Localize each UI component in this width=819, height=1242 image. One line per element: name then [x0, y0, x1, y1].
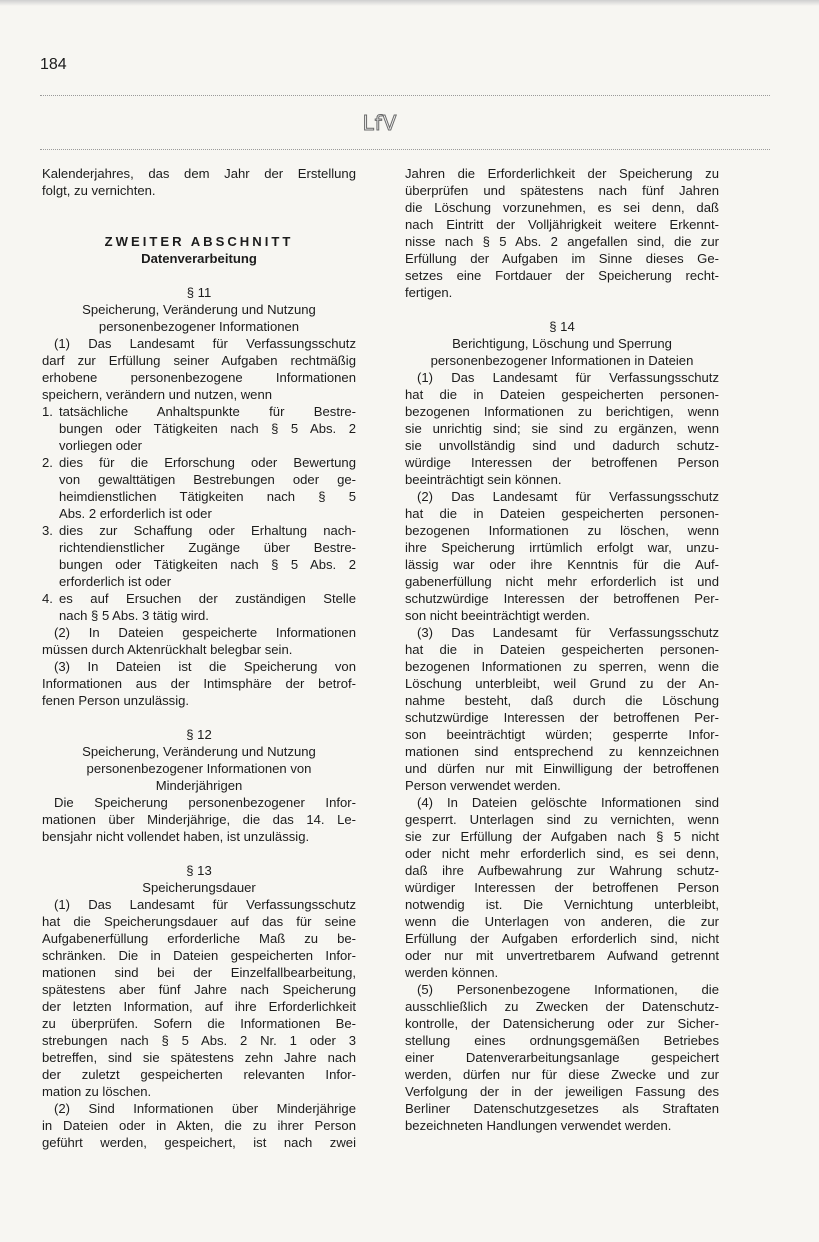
- list-item: [42, 454, 356, 471]
- text-line: [405, 1015, 719, 1032]
- line-text: geführt werden, gespeichert, ist nach zwei: [42, 1135, 356, 1150]
- paragraph-heading: [42, 743, 356, 760]
- line-text: son nicht beeinträchtigt werden.: [405, 608, 590, 623]
- line-text: Speicherungsdauer: [142, 880, 256, 895]
- paragraph-heading: [405, 335, 719, 352]
- line-text: nisse nach § 5 Abs. 2 angefallen sind, die zur: [405, 234, 719, 249]
- list-item: [42, 590, 356, 607]
- text-line: [42, 811, 356, 828]
- text-line: [405, 573, 719, 590]
- line-text: (4) In Dateien gelöschte Informationen sind: [417, 795, 719, 810]
- line-text: ZWEITER ABSCHNITT: [104, 234, 294, 249]
- line-text: notwendig ist. Die Vernichtung unterbleibt,: [405, 897, 719, 912]
- text-line: [42, 1032, 356, 1049]
- line-text: folgt, zu vernichten.: [42, 183, 156, 198]
- text-line: [42, 947, 356, 964]
- line-text: (1) Das Landesamt für Verfassungsschutz: [54, 897, 356, 912]
- text-line: [42, 675, 356, 692]
- text-line: [405, 284, 719, 301]
- text-line: [405, 505, 719, 522]
- line-text: überprüfen und spätestens nach fünf Jahren: [405, 183, 719, 198]
- line-text: schutzwürdige Interessen der betroffenen Per-: [405, 591, 719, 606]
- text-line: [405, 386, 719, 403]
- text-line: [42, 1117, 356, 1134]
- text-line: [42, 930, 356, 947]
- line-text: schutzwürdige Interessen der betroffenen Per-: [405, 710, 719, 725]
- line-text: § 12: [186, 727, 212, 742]
- line-text: Minderjährigen: [155, 778, 243, 793]
- line-text: schränken. Die in Dateien gespeicherten Infor-: [42, 948, 356, 963]
- line-text: bungen oder Tätigkeiten nach § 5 Abs. 2: [59, 421, 356, 436]
- line-text: die Löschung vorzunehmen, es sei denn, daß: [405, 200, 719, 215]
- line-text: bezogenen Informationen zu sperren, wenn die: [405, 659, 719, 674]
- line-text: werden können.: [405, 965, 499, 980]
- paragraph-heading: [405, 352, 719, 369]
- text-line: [405, 794, 719, 811]
- line-text: ausschließlich zu Zwecken der Datenschutz-: [405, 999, 719, 1014]
- text-line: [405, 1066, 719, 1083]
- text-line: [405, 913, 719, 930]
- text-line: [42, 624, 356, 641]
- text-line: [42, 794, 356, 811]
- text-line: [405, 1032, 719, 1049]
- line-text: nach § 5 Abs. 3 tätig wird.: [59, 608, 209, 623]
- text-line: [42, 437, 356, 454]
- text-line: [405, 879, 719, 896]
- text-line: [405, 267, 719, 284]
- line-text: wenn die Unterlagen von anderen, die zur: [405, 914, 719, 929]
- line-text: erhobene personenbezogene Informationen: [42, 370, 356, 385]
- left-column: [42, 165, 356, 1151]
- line-text: hat die in Dateien gespeicherten personen-: [405, 387, 719, 402]
- line-text: bezogenen Informationen zu berichtigen, wenn: [405, 404, 719, 419]
- page-number: 184: [40, 56, 67, 73]
- text-line: [405, 828, 719, 845]
- line-text: (1) Das Landesamt für Verfassungsschutz: [417, 370, 719, 385]
- line-text: (2) In Dateien gespeicherte Informationen: [54, 625, 356, 640]
- line-text: stellung eines ordnungsgemäßen Betriebes: [405, 1033, 719, 1048]
- paragraph-heading: [42, 301, 356, 318]
- line-text: strebungen nach § 5 Abs. 2 Nr. 1 oder 3: [42, 1033, 356, 1048]
- line-text: Abs. 2 erforderlich ist oder: [59, 506, 212, 521]
- line-text: lässig war oder ihre Kenntnis für die Auf-: [405, 557, 719, 572]
- text-line: [42, 369, 356, 386]
- text-line: [42, 896, 356, 913]
- line-text: Kalenderjahres, das dem Jahr der Erstellung: [42, 166, 356, 181]
- text-line: [405, 590, 719, 607]
- line-text: bezogenen Informationen zu löschen, wenn: [405, 523, 719, 538]
- text-line: [42, 607, 356, 624]
- line-text: Jahren die Erforderlichkeit der Speicherung zu: [405, 166, 719, 181]
- text-line: [42, 420, 356, 437]
- text-line: [42, 165, 356, 182]
- text-line: [42, 471, 356, 488]
- paragraph-heading: [42, 726, 356, 743]
- line-text: dies für die Erforschung oder Bewertung: [59, 455, 356, 470]
- text-line: [405, 811, 719, 828]
- line-text: darf zur Erfüllung seiner Aufgaben rechtmäßig: [42, 353, 356, 368]
- line-text: Erfüllung der Aufgaben erforderlich sind, nicht: [405, 931, 719, 946]
- line-text: beeinträchtigt sein können.: [405, 472, 562, 487]
- section-heading: [42, 233, 356, 250]
- line-text: ihre Speicherung irrtümlich erfolgt war, unzu-: [405, 540, 719, 555]
- line-text: Die Speicherung personenbezogener Infor-: [54, 795, 356, 810]
- text-line: [405, 896, 719, 913]
- text-line: [405, 998, 719, 1015]
- line-text: erforderlich ist oder: [59, 574, 172, 589]
- text-line: [405, 1117, 719, 1134]
- line-text: § 11: [186, 285, 212, 300]
- line-text: Datenverarbeitung: [141, 251, 257, 266]
- text-line: [405, 420, 719, 437]
- text-line: [405, 437, 719, 454]
- list-item: [42, 403, 356, 420]
- line-text: tatsächliche Anhaltspunkte für Bestre-: [59, 404, 356, 419]
- line-text: sie unvollständig sind und dadurch schutz-: [405, 438, 719, 453]
- text-line: [405, 947, 719, 964]
- line-text: vorliegen oder: [59, 438, 142, 453]
- text-line: [42, 964, 356, 981]
- line-text: nach Eintritt der Volljährigkeit weitere Erkennt-: [405, 217, 719, 232]
- text-line: [42, 981, 356, 998]
- text-line: [405, 403, 719, 420]
- line-text: würdiger Interessen der betroffenen Person: [405, 880, 719, 895]
- paragraph-heading: [42, 318, 356, 335]
- blank-line: [405, 301, 719, 318]
- text-line: [405, 539, 719, 556]
- blank-line: [42, 216, 356, 233]
- text-line: [405, 250, 719, 267]
- text-line: [42, 913, 356, 930]
- line-text: richtendienstlicher Zugänge über Bestre-: [59, 540, 356, 555]
- line-text: mation zu löschen.: [42, 1084, 152, 1099]
- line-text: Aufgabenerfüllung erforderliche Maß zu be-: [42, 931, 356, 946]
- line-text: Berichtigung, Löschung und Sperrung: [452, 336, 672, 351]
- line-text: nahme besteht, daß durch die Löschung: [405, 693, 719, 708]
- list-number: 4.: [42, 591, 53, 606]
- text-line: [42, 1049, 356, 1066]
- line-text: spätestens aber fünf Jahre nach Speicherung: [42, 982, 356, 997]
- line-text: (2) Sind Informationen über Minderjährige: [54, 1101, 356, 1116]
- line-text: sie zur Erfüllung der Aufgaben nach § 5 nicht: [405, 829, 719, 844]
- line-text: hat die in Dateien gespeicherten personen-: [405, 642, 719, 657]
- line-text: oder nur mit unvertretbarem Aufwand getrennt: [405, 948, 719, 963]
- text-line: [42, 556, 356, 573]
- blank-line: [42, 199, 356, 216]
- list-number: 1.: [42, 404, 53, 419]
- text-line: [405, 216, 719, 233]
- line-text: würdige Interessen der betroffenen Person: [405, 455, 719, 470]
- line-text: Erfüllung der Aufgaben im Sinne dieses Ge-: [405, 251, 719, 266]
- line-text: und dürfen nur mit Einwilligung der betroffenen: [405, 761, 719, 776]
- line-text: Verfolgung der in der jeweiligen Fassung des: [405, 1084, 719, 1099]
- line-text: es auf Ersuchen der zuständigen Stelle: [59, 591, 356, 606]
- paragraph-heading: [42, 777, 356, 794]
- paragraph-heading: [42, 760, 356, 777]
- text-line: [405, 369, 719, 386]
- blank-line: [42, 267, 356, 284]
- line-text: betreffen, sind sie spätestens zehn Jahre nach: [42, 1050, 356, 1065]
- line-text: Löschung unterbleibt, weil Grund zu der An-: [405, 676, 719, 691]
- list-number: 2.: [42, 455, 53, 470]
- line-text: müssen durch Aktenrückhalt belegbar sein.: [42, 642, 293, 657]
- text-line: [42, 828, 356, 845]
- text-line: [405, 624, 719, 641]
- text-line: [405, 981, 719, 998]
- line-text: Informationen aus der Intimsphäre der betrof-: [42, 676, 356, 691]
- text-line: [42, 658, 356, 675]
- text-line: [405, 930, 719, 947]
- text-line: [405, 471, 719, 488]
- text-line: [405, 641, 719, 658]
- line-text: bezeichneten Handlungen verwendet werden.: [405, 1118, 672, 1133]
- line-text: (2) Das Landesamt für Verfassungsschutz: [417, 489, 719, 504]
- line-text: kontrolle, der Datensicherung oder zur Sicher-: [405, 1016, 719, 1031]
- line-text: fenen Person unzulässig.: [42, 693, 190, 708]
- text-line: [42, 505, 356, 522]
- line-text: Person verwendet werden.: [405, 778, 561, 793]
- line-text: Speicherung, Veränderung und Nutzung: [82, 744, 316, 759]
- text-line: [42, 692, 356, 709]
- line-text: § 14: [549, 319, 575, 334]
- text-line: [405, 743, 719, 760]
- line-text: von gewalttätigen Bestrebungen oder ge-: [59, 472, 356, 487]
- text-line: [42, 1015, 356, 1032]
- line-text: hat die Speicherungsdauer auf das für seine: [42, 914, 356, 929]
- line-text: sie unrichtig sind; sie sind zu ergänzen, wenn: [405, 421, 719, 436]
- line-text: heimdienstlichen Tätigkeiten nach § 5: [59, 489, 356, 504]
- line-text: mationen über Minderjährige, die das 14. Le-: [42, 812, 356, 827]
- text-line: [405, 964, 719, 981]
- text-line: [42, 539, 356, 556]
- text-line: [405, 233, 719, 250]
- text-line: [405, 675, 719, 692]
- line-text: werden, dürfen nur für diese Zwecke und zur: [405, 1067, 719, 1082]
- line-text: son beeinträchtigt würden; gesperrte Infor-: [405, 727, 719, 742]
- text-line: [405, 454, 719, 471]
- text-line: [405, 182, 719, 199]
- line-text: personenbezogener Informationen in Dateien: [430, 353, 694, 368]
- text-line: [405, 165, 719, 182]
- line-text: der zuletzt gespeicherten relevanten Infor-: [42, 1067, 356, 1082]
- blank-line: [42, 845, 356, 862]
- line-text: daß ihre Aufbewahrung zur Wahrung schutz-: [405, 863, 719, 878]
- text-line: [405, 692, 719, 709]
- line-text: in Dateien oder in Akten, die zu ihrer Person: [42, 1118, 356, 1133]
- text-line: [42, 641, 356, 658]
- line-text: (5) Personenbezogene Informationen, die: [417, 982, 719, 997]
- text-line: [405, 522, 719, 539]
- line-text: (3) In Dateien ist die Speicherung von: [54, 659, 356, 674]
- text-line: [42, 1066, 356, 1083]
- header-rule-bottom: [40, 149, 770, 150]
- line-text: fertigen.: [405, 285, 453, 300]
- line-text: oder nicht mehr erforderlich sind, es sei denn,: [405, 846, 719, 861]
- line-text: Speicherung, Veränderung und Nutzung: [82, 302, 316, 317]
- line-text: bensjahr nicht vollendet haben, ist unzulässig.: [42, 829, 310, 844]
- text-line: [42, 335, 356, 352]
- line-text: (1) Das Landesamt für Verfassungsschutz: [54, 336, 356, 351]
- section-heading: [42, 250, 356, 267]
- text-line: [42, 1083, 356, 1100]
- text-line: [42, 1134, 356, 1151]
- text-line: [405, 556, 719, 573]
- text-line: [405, 199, 719, 216]
- text-line: [405, 1100, 719, 1117]
- line-text: gesperrt. Unterlagen sind zu vernichten, wenn: [405, 812, 719, 827]
- line-text: hat die in Dateien gespeicherten personen-: [405, 506, 719, 521]
- line-text: bungen oder Tätigkeiten nach § 5 Abs. 2: [59, 557, 356, 572]
- line-text: § 13: [186, 863, 212, 878]
- paragraph-heading: [42, 284, 356, 301]
- text-line: [405, 845, 719, 862]
- text-line: [42, 573, 356, 590]
- text-line: [405, 760, 719, 777]
- text-line: [42, 1100, 356, 1117]
- text-line: [405, 709, 719, 726]
- text-line: [405, 862, 719, 879]
- header-rule-top: [40, 95, 770, 96]
- line-text: zu überprüfen. Sofern die Informationen Be-: [42, 1016, 356, 1031]
- line-text: setzes eine Fortdauer der Speicherung recht-: [405, 268, 719, 283]
- lfv-logo: LfV: [362, 111, 398, 135]
- text-line: [405, 777, 719, 794]
- text-line: [405, 488, 719, 505]
- paragraph-heading: [42, 862, 356, 879]
- line-text: mationen sind bei der Einzelfallbearbeitung,: [42, 965, 356, 980]
- blank-line: [42, 709, 356, 726]
- paragraph-heading: [42, 879, 356, 896]
- line-text: personenbezogener Informationen von: [86, 761, 312, 776]
- text-line: [405, 726, 719, 743]
- text-line: [42, 386, 356, 403]
- text-line: [42, 352, 356, 369]
- paragraph-heading: [405, 318, 719, 335]
- list-number: 3.: [42, 523, 53, 538]
- right-column: [405, 165, 719, 1134]
- line-text: mationen sind entsprechend zu kennzeichnen: [405, 744, 719, 759]
- scan-top-shadow: [0, 0, 819, 6]
- line-text: einer Datenverarbeitungsanlage gespeichert: [405, 1050, 719, 1065]
- line-text: (3) Das Landesamt für Verfassungsschutz: [417, 625, 719, 640]
- line-text: Berliner Datenschutzgesetzes als Straftaten: [405, 1101, 719, 1116]
- list-item: [42, 522, 356, 539]
- text-line: [42, 488, 356, 505]
- text-line: [42, 998, 356, 1015]
- text-line: [405, 1083, 719, 1100]
- line-text: der letzten Information, auf ihre Erforderlichkeit: [42, 999, 356, 1014]
- line-text: personenbezogener Informationen: [98, 319, 300, 334]
- text-line: [405, 658, 719, 675]
- line-text: dies zur Schaffung oder Erhaltung nach-: [59, 523, 356, 538]
- line-text: gabenerfüllung nicht mehr erforderlich ist und: [405, 574, 719, 589]
- text-line: [405, 607, 719, 624]
- text-line: [405, 1049, 719, 1066]
- line-text: speichern, verändern und nutzen, wenn: [42, 387, 273, 402]
- text-line: [42, 182, 356, 199]
